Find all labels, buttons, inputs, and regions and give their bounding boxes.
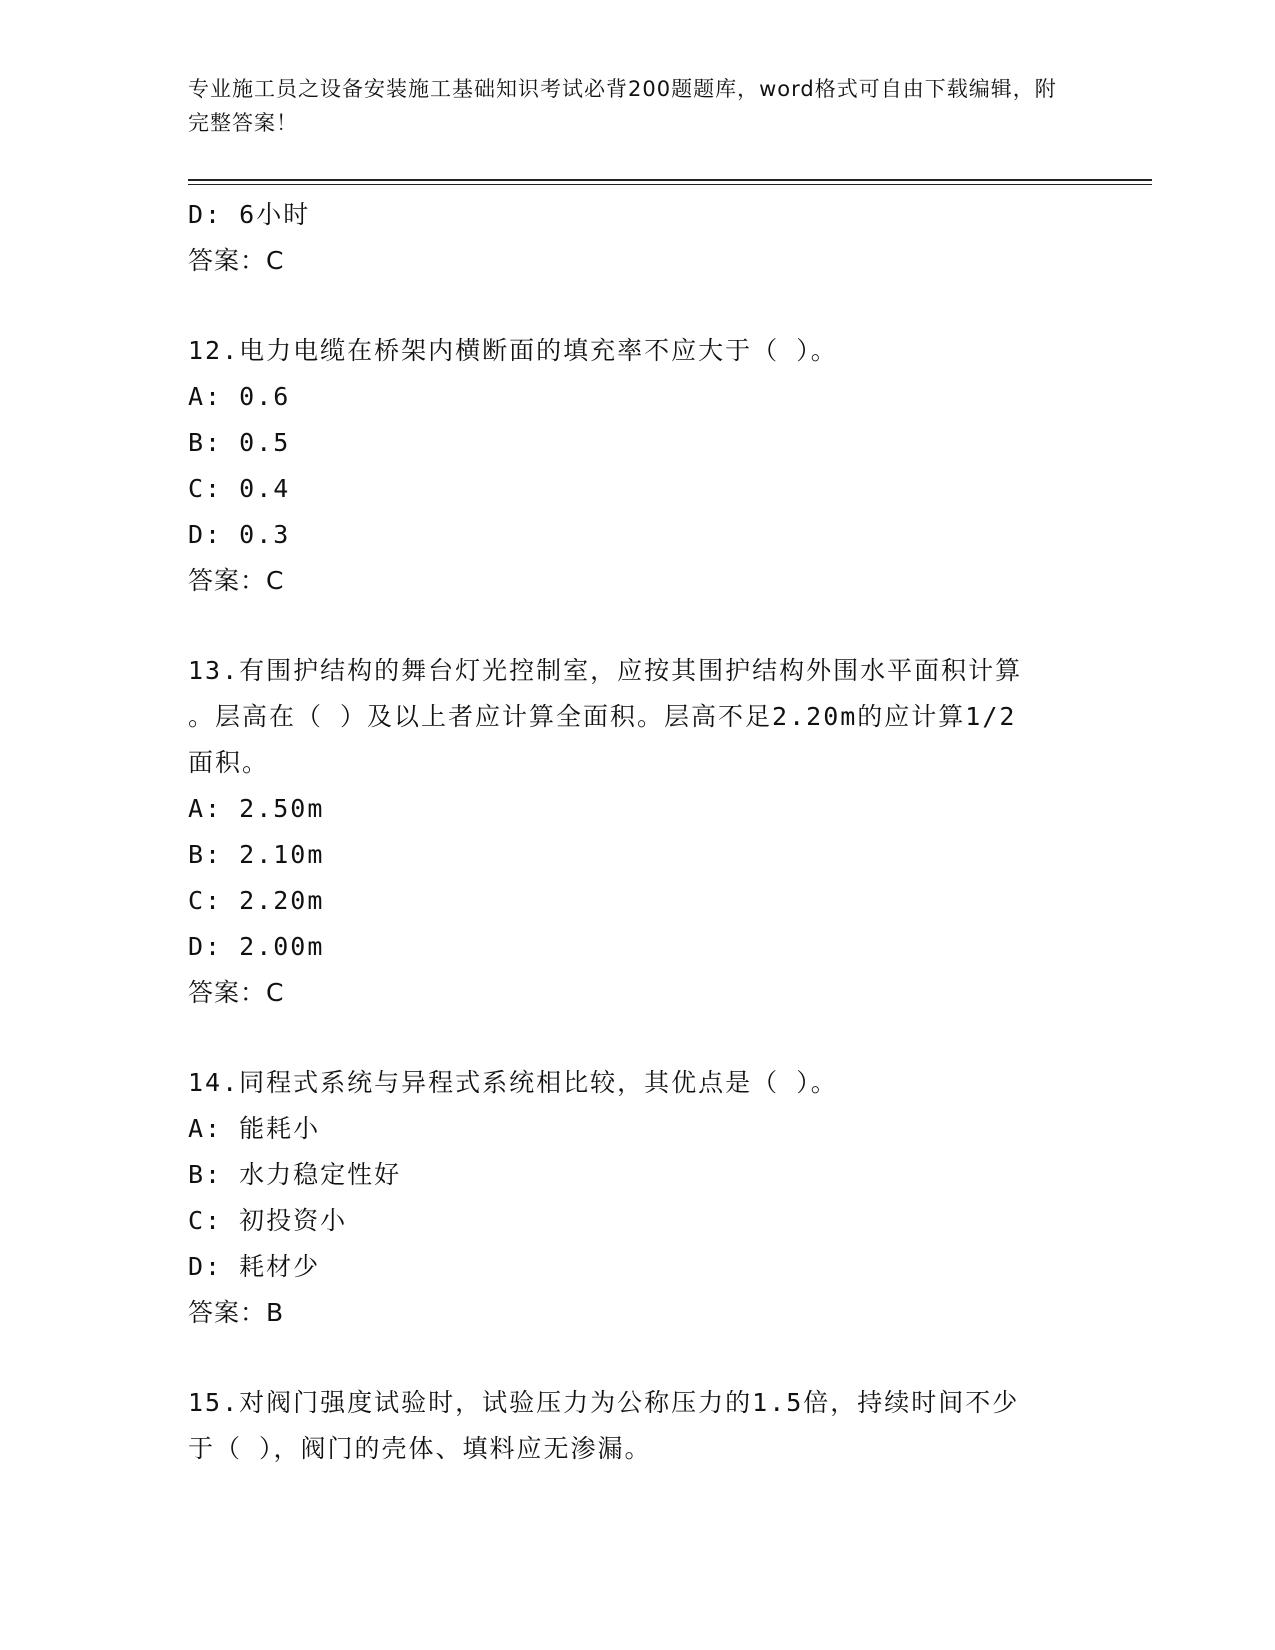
option-a: A: 2.50m	[188, 794, 325, 823]
option-a: A: 0.6	[188, 382, 291, 411]
question-stem: 14.同程式系统与异程式系统相比较，其优点是（ ）。	[188, 1068, 838, 1097]
question-13	[188, 648, 1088, 1016]
question-15	[188, 1380, 1088, 1472]
option-b: B: 2.10m	[188, 840, 325, 869]
question-stem-line-3: 面积。	[188, 748, 270, 777]
option-d: D: 0.3	[188, 520, 291, 549]
document-title: 专业施工员之设备安装施工基础知识考试必背200题题库，word格式可自由下载编辑，附完整答案！	[188, 77, 1057, 135]
option-d: D: 2.00m	[188, 932, 325, 961]
option-c: C: 0.4	[188, 474, 291, 503]
option-d: D: 6小时	[188, 200, 311, 229]
question-stem-line-2: 。层高在（ ）及以上者应计算全面积。层高不足2.20m的应计算1/2	[188, 702, 1017, 731]
question-stem-line-1: 13.有围护结构的舞台灯光控制室，应按其围护结构外围水平面积计算	[188, 656, 1023, 685]
question-stem-line-1: 15.对阀门强度试验时，试验压力为公称压力的1.5倍，持续时间不少	[188, 1388, 1020, 1417]
question-list	[188, 192, 1088, 1472]
answer: 答案：C	[188, 246, 285, 275]
option-b: B: 0.5	[188, 428, 291, 457]
header-divider-thin	[188, 184, 1152, 185]
answer: 答案：C	[188, 978, 285, 1007]
option-b: B: 水力稳定性好	[188, 1160, 402, 1189]
document-header	[188, 72, 1068, 140]
option-d: D: 耗材少	[188, 1252, 321, 1281]
header-divider-thick	[188, 179, 1152, 181]
option-a: A: 能耗小	[188, 1114, 321, 1143]
answer: 答案：C	[188, 566, 285, 595]
option-c: C: 2.20m	[188, 886, 325, 915]
question-stem-line-2: 于（ ），阀门的壳体、填料应无渗漏。	[188, 1434, 652, 1463]
question-14	[188, 1060, 1088, 1336]
question-12	[188, 328, 1088, 604]
option-c: C: 初投资小	[188, 1206, 348, 1235]
question-stem: 12.电力电缆在桥架内横断面的填充率不应大于（ ）。	[188, 336, 838, 365]
question-11-tail	[188, 192, 1088, 284]
answer: 答案：B	[188, 1298, 285, 1327]
